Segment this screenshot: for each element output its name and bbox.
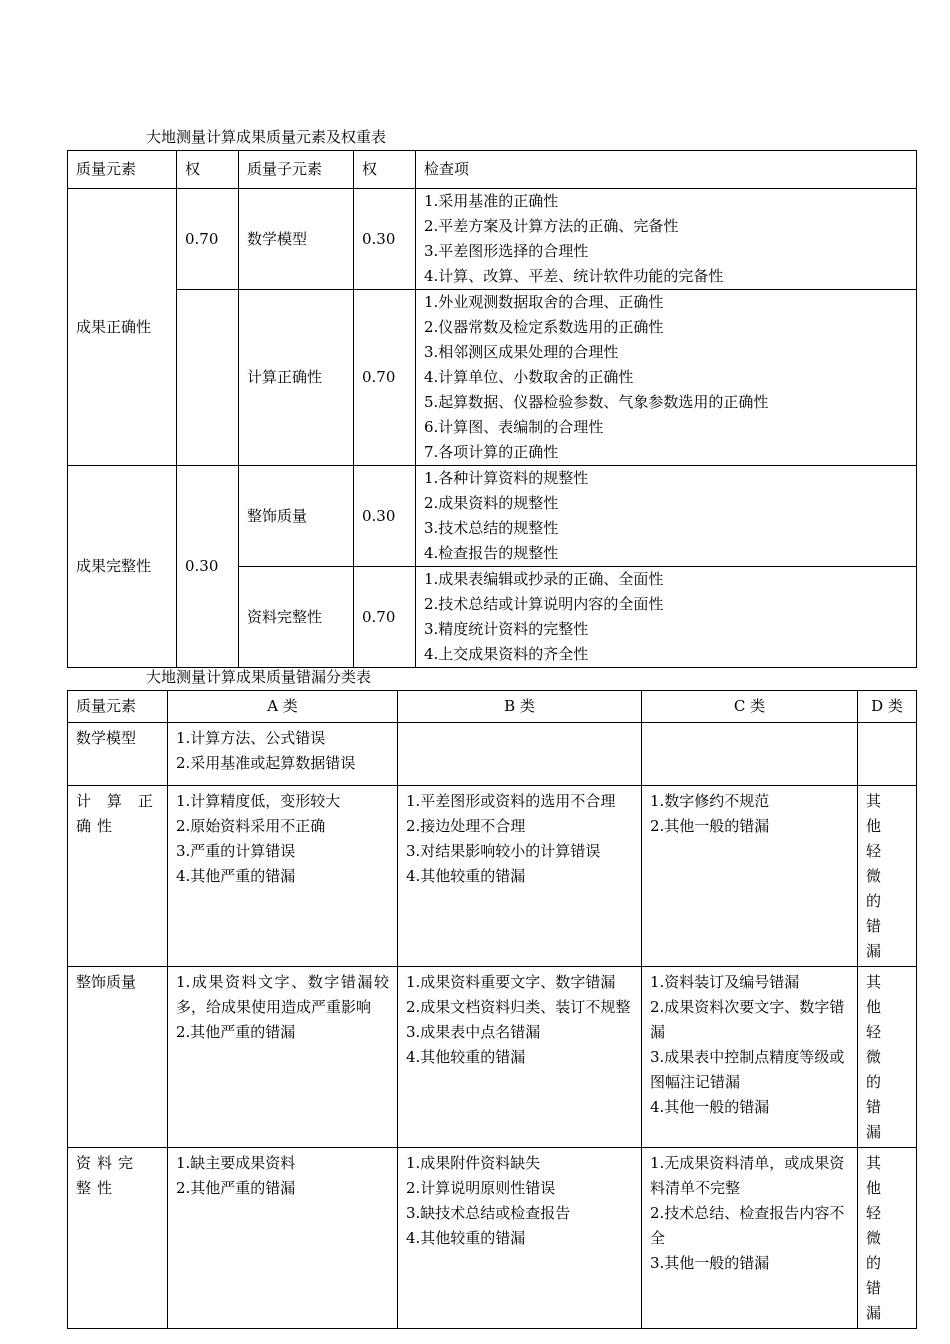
error-item: 3.成果表中控制点精度等级或图幅注记错漏	[650, 1048, 845, 1091]
check-item: 2.仪器常数及检定系数选用的正确性	[424, 318, 664, 336]
class-a-cell	[168, 1148, 398, 1329]
check-item: 5.起算数据、仪器检验参数、气象参数选用的正确性	[424, 393, 769, 411]
error-item: 1.数字修约不规范	[650, 792, 770, 810]
class-b-cell	[398, 1148, 642, 1329]
class-a-cell	[168, 786, 398, 967]
error-item: 2.其他一般的错漏	[650, 817, 770, 835]
error-item: 3.成果表中点名错漏	[406, 1023, 541, 1041]
class-c-cell	[642, 967, 858, 1148]
header-cell: 权	[177, 151, 239, 189]
check-item: 4.检查报告的规整性	[424, 544, 559, 562]
weight-cell: 0.30	[177, 466, 239, 668]
error-item: 4.其他较重的错漏	[406, 867, 526, 885]
table-row	[68, 290, 917, 466]
error-item: 2.其他严重的错漏	[176, 1179, 296, 1197]
sub-weight: 0.70	[354, 290, 416, 466]
check-item: 3.精度统计资料的完整性	[424, 620, 589, 638]
class-b-cell	[398, 723, 642, 786]
error-item: 2.计算说明原则性错误	[406, 1179, 556, 1197]
check-item: 2.平差方案及计算方法的正确、完备性	[424, 217, 679, 235]
error-item: 3.对结果影响较小的计算错误	[406, 842, 601, 860]
table1-header-row	[68, 151, 917, 189]
error-item: 2.接边处理不合理	[406, 817, 526, 835]
sub-element: 资料完整性	[239, 567, 354, 668]
sub-weight: 0.30	[354, 189, 416, 290]
error-item: 1.资料装订及编号错漏	[650, 973, 800, 991]
sub-weight: 0.30	[354, 466, 416, 567]
error-item: 1.缺主要成果资料	[176, 1154, 296, 1172]
table-row	[68, 723, 917, 786]
check-item: 4.计算单位、小数取舍的正确性	[424, 368, 634, 386]
sub-element: 计算正确性	[239, 290, 354, 466]
check-item: 4.计算、改算、平差、统计软件功能的完备性	[424, 267, 724, 285]
weight-cell	[177, 290, 239, 466]
check-item: 3.平差图形选择的合理性	[424, 242, 589, 260]
check-item: 1.成果表编辑或抄录的正确、全面性	[424, 570, 664, 588]
check-item: 2.成果资料的规整性	[424, 494, 559, 512]
header-cell: C 类	[642, 691, 858, 723]
quality-element: 资料完整性	[68, 1148, 168, 1329]
error-item: 2.成果资料次要文字、数字错漏	[650, 998, 845, 1041]
sub-weight: 0.70	[354, 567, 416, 668]
sub-element: 整饰质量	[239, 466, 354, 567]
class-b-cell	[398, 967, 642, 1148]
table2-header-row	[68, 691, 917, 723]
check-items	[416, 466, 917, 567]
check-items	[416, 290, 917, 466]
error-item: 1.成果附件资料缺失	[406, 1154, 541, 1172]
check-item: 4.上交成果资料的齐全性	[424, 645, 589, 663]
header-cell: 权	[354, 151, 416, 189]
error-item: 2.成果文档资料归类、装订不规整	[406, 998, 631, 1016]
header-cell: 质量元素	[68, 691, 168, 723]
sub-element: 数学模型	[239, 189, 354, 290]
class-d-cell: 其他轻微的错漏	[858, 786, 917, 967]
error-classification-table	[67, 690, 917, 1329]
header-cell: 质量元素	[68, 151, 177, 189]
class-b-cell	[398, 786, 642, 967]
error-item: 2.采用基准或起算数据错误	[176, 754, 356, 772]
class-a-cell	[168, 967, 398, 1148]
class-c-cell	[642, 723, 858, 786]
table-row	[68, 786, 917, 967]
check-items	[416, 567, 917, 668]
class-d-cell: 其他轻微的错漏	[858, 1148, 917, 1329]
class-a-cell	[168, 723, 398, 786]
table-row	[68, 466, 917, 567]
class-c-cell	[642, 1148, 858, 1329]
table-row	[68, 189, 917, 290]
error-item: 1.无成果资料清单，或成果资料清单不完整	[650, 1154, 845, 1197]
check-item: 1.各种计算资料的规整性	[424, 469, 589, 487]
class-d-cell: 其他轻微的错漏	[858, 967, 917, 1148]
header-cell: D 类	[858, 691, 917, 723]
error-item: 1.平差图形或资料的选用不合理	[406, 792, 616, 810]
check-item: 1.外业观测数据取舍的合理、正确性	[424, 293, 664, 311]
table1-title: 大地测量计算成果质量元素及权重表	[146, 128, 387, 146]
check-item: 3.技术总结的规整性	[424, 519, 559, 537]
check-item: 2.技术总结或计算说明内容的全面性	[424, 595, 664, 613]
table2-title: 大地测量计算成果质量错漏分类表	[146, 668, 372, 686]
error-item: 4.其他一般的错漏	[650, 1098, 770, 1116]
error-item: 4.其他较重的错漏	[406, 1048, 526, 1066]
class-c-cell	[642, 786, 858, 967]
error-item: 2.技术总结、检查报告内容不全	[650, 1204, 845, 1247]
error-item: 2.原始资料采用不正确	[176, 817, 326, 835]
quality-element: 计算正确性	[68, 786, 168, 967]
error-item: 4.其他较重的错漏	[406, 1229, 526, 1247]
error-item: 3.其他一般的错漏	[650, 1254, 770, 1272]
check-item: 1.采用基准的正确性	[424, 192, 559, 210]
error-item: 4.其他严重的错漏	[176, 867, 296, 885]
table-row	[68, 1148, 917, 1329]
header-cell: A 类	[168, 691, 398, 723]
error-item: 1.计算方法、公式错误	[176, 729, 326, 747]
quality-element: 成果正确性	[68, 189, 177, 466]
check-item: 7.各项计算的正确性	[424, 443, 559, 461]
table-row	[68, 967, 917, 1148]
header-cell: 质量子元素	[239, 151, 354, 189]
quality-element: 成果完整性	[68, 466, 177, 668]
error-item: 3.缺技术总结或检查报告	[406, 1204, 571, 1222]
quality-element: 整饰质量	[68, 967, 168, 1148]
weight-table	[67, 150, 917, 668]
error-item: 1.计算精度低，变形较大	[176, 792, 341, 810]
error-item: 3.严重的计算错误	[176, 842, 296, 860]
error-item: 1.成果资料文字、数字错漏较多，给成果使用造成严重影响	[176, 973, 389, 1016]
error-item: 1.成果资料重要文字、数字错漏	[406, 973, 616, 991]
check-item: 3.相邻测区成果处理的合理性	[424, 343, 619, 361]
class-d-cell	[858, 723, 917, 786]
error-item: 2.其他严重的错漏	[176, 1023, 296, 1041]
weight-cell: 0.70	[177, 189, 239, 290]
header-cell: B 类	[398, 691, 642, 723]
check-item: 6.计算图、表编制的合理性	[424, 418, 604, 436]
check-items	[416, 189, 917, 290]
header-cell: 检查项	[416, 151, 917, 189]
quality-element: 数学模型	[68, 723, 168, 786]
